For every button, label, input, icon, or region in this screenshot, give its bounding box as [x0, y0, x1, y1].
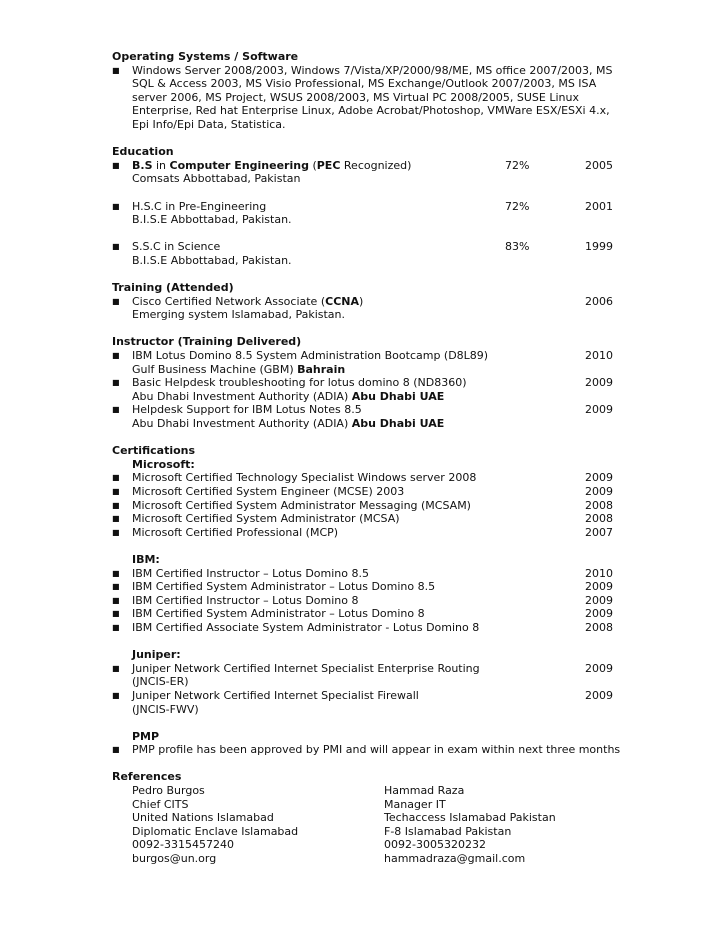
cert-code: (JNCIS-ER)	[132, 675, 189, 689]
instructor-item	[112, 349, 652, 363]
training-title: Cisco Certified Network Associate (CCNA)	[132, 294, 364, 308]
education-percent: 72%	[505, 199, 530, 213]
reference-email: burgos@un.org	[132, 852, 217, 866]
education-year: 2001	[585, 199, 613, 213]
cert-year: 2007	[585, 525, 613, 539]
education-percent: 72%	[505, 158, 530, 172]
instructor-title: Helpdesk Support for IBM Lotus Notes 8.5	[132, 403, 362, 417]
cert-title: Microsoft Certified System Administrator (MCSA)	[132, 512, 400, 526]
cert-year: 2008	[585, 620, 613, 634]
instructor-org: Abu Dhabi Investment Authority (ADIA) Abu Dhabi UAE	[132, 417, 445, 431]
cert-item	[112, 512, 652, 526]
cert-year: 2009	[585, 485, 613, 498]
reference-name: Pedro Burgos	[132, 784, 205, 798]
cert-group-juniper: Juniper:	[132, 648, 181, 662]
instructor-title: IBM Lotus Domino 8.5 System Administration Bootcamp (D8L89)	[132, 349, 489, 363]
reference-org: United Nations Islamabad	[132, 811, 274, 825]
education-institute: Comsats Abbottabad, Pakistan	[132, 172, 301, 186]
instructor-year: 2009	[585, 403, 613, 417]
bullet-icon: ■	[112, 663, 120, 673]
education-item	[112, 200, 652, 214]
instructor-org: Abu Dhabi Investment Authority (ADIA) Abu Dhabi UAE	[132, 389, 445, 403]
cert-title: Juniper Network Certified Internet Specialist Firewall	[132, 688, 419, 702]
reference-title: Manager IT	[384, 797, 446, 811]
os-software-line: Windows Server 2008/2003, Windows 7/Vista/XP/2000/98/ME, MS office 2007/2003, MS	[132, 63, 613, 77]
bullet-icon: ■	[112, 487, 120, 496]
education-degree: B.S in Computer Engineering (PEC Recognized)	[132, 158, 412, 172]
cert-year: 2008	[585, 512, 613, 526]
instructor-item	[112, 403, 652, 417]
cert-year: 2009	[585, 593, 613, 607]
cert-title: Microsoft Certified System Engineer (MCSE) 2003	[132, 485, 405, 498]
education-year: 2005	[585, 158, 613, 172]
cert-item	[112, 594, 652, 608]
cert-group-microsoft: Microsoft:	[132, 457, 195, 471]
cert-year: 2009	[585, 607, 613, 621]
bullet-icon: ■	[112, 568, 120, 578]
reference-email: hammadraza@gmail.com	[384, 852, 526, 866]
reference-address: Diplomatic Enclave Islamabad	[132, 824, 299, 838]
cert-title: IBM Certified System Administrator – Lotus Domino 8	[132, 607, 425, 621]
bullet-icon: ■	[112, 201, 120, 211]
bullet-icon: ■	[112, 296, 120, 306]
instructor-org: Gulf Business Machine (GBM) Bahrain	[132, 362, 346, 376]
cert-item	[112, 662, 652, 676]
education-degree: S.S.C in Science	[132, 240, 221, 254]
bullet-icon: ■	[112, 500, 120, 510]
os-software-line: Epi Info/Epi Data, Statistica.	[132, 117, 286, 131]
cert-title: PMP profile has been approved by PMI and will appear in exam within next three months	[132, 743, 621, 757]
cert-title: Microsoft Certified Technology Specialist Windows server 2008	[132, 471, 477, 485]
cert-title: IBM Certified System Administrator – Lotus Domino 8.5	[132, 580, 436, 594]
bullet-icon: ■	[112, 609, 120, 619]
cert-item	[112, 621, 652, 635]
education-percent: 83%	[505, 240, 530, 254]
cert-title: Microsoft Certified Professional (MCP)	[132, 525, 339, 539]
education-heading: Education	[112, 145, 174, 159]
os-software-line: server 2006, MS Project, WSUS 2008/2003, MS Virtual PC 2008/2005, SUSE Linux	[132, 90, 579, 104]
cert-item	[112, 499, 652, 513]
cert-item	[112, 567, 652, 581]
cert-item	[112, 607, 652, 621]
cert-title: IBM Certified Instructor – Lotus Domino 8	[132, 593, 359, 607]
reference-address: F-8 Islamabad Pakistan	[384, 824, 512, 838]
cert-title: IBM Certified Instructor – Lotus Domino 8.5	[132, 566, 369, 580]
reference-org: Techaccess Islamabad Pakistan	[384, 811, 556, 825]
bullet-icon: ■	[112, 65, 120, 75]
cert-year: 2009	[585, 661, 613, 675]
reference-phone: 0092-3005320232	[384, 838, 486, 852]
cert-item	[112, 471, 652, 485]
instructor-year: 2010	[585, 349, 613, 363]
reference-title: Chief CITS	[132, 797, 189, 811]
cert-code: (JNCIS-FWV)	[132, 702, 199, 716]
training-org: Emerging system Islamabad, Pakistan.	[132, 308, 346, 322]
training-heading: Training (Attended)	[112, 281, 234, 295]
bullet-icon: ■	[112, 160, 120, 170]
bullet-icon: ■	[112, 690, 120, 700]
training-item	[112, 295, 652, 309]
cert-year: 2008	[585, 498, 613, 512]
education-item	[112, 240, 652, 254]
bullet-icon: ■	[112, 582, 120, 592]
resume-page	[112, 50, 652, 866]
os-software-line: Enterprise, Red hat Enterprise Linux, Adobe Acrobat/Photoshop, VMWare ESX/ESXi 4.x,	[132, 104, 610, 118]
education-degree: H.S.C in Pre-Engineering	[132, 199, 267, 213]
education-institute: B.I.S.E Abbottabad, Pakistan.	[132, 213, 292, 227]
cert-title: IBM Certified Associate System Administrator - Lotus Domino 8	[132, 620, 480, 634]
cert-item	[112, 743, 652, 757]
bullet-icon: ■	[112, 242, 120, 252]
bullet-icon: ■	[112, 378, 120, 388]
instructor-heading: Instructor (Training Delivered)	[112, 335, 302, 349]
references-heading: References	[112, 770, 182, 784]
cert-item	[112, 485, 652, 499]
bullet-icon: ■	[112, 351, 120, 361]
bullet-icon: ■	[112, 527, 120, 537]
cert-item	[112, 689, 652, 703]
education-year: 1999	[585, 240, 613, 254]
cert-year: 2009	[585, 471, 613, 485]
cert-year: 2009	[585, 580, 613, 594]
bullet-icon: ■	[112, 405, 120, 415]
cert-title: Microsoft Certified System Administrator Messaging (MCSAM)	[132, 498, 471, 512]
instructor-title: Basic Helpdesk troubleshooting for lotus domino 8 (ND8360)	[132, 376, 467, 390]
cert-group-ibm: IBM:	[132, 552, 160, 566]
education-item	[112, 159, 652, 173]
training-year: 2006	[585, 294, 613, 308]
os-software-line: SQL & Access 2003, MS Visio Professional, MS Exchange/Outlook 2007/2003, MS ISA	[132, 77, 597, 91]
instructor-item	[112, 376, 652, 390]
certifications-heading: Certifications	[112, 444, 196, 458]
bullet-icon: ■	[112, 473, 120, 483]
cert-item	[112, 526, 652, 540]
cert-year: 2010	[585, 566, 613, 580]
education-institute: B.I.S.E Abbottabad, Pakistan.	[132, 253, 292, 267]
bullet-icon: ■	[112, 622, 120, 632]
cert-group-pmp: PMP	[132, 729, 160, 743]
cert-item	[112, 580, 652, 594]
bullet-icon: ■	[112, 745, 120, 755]
os-software-item	[112, 64, 652, 78]
os-software-heading: Operating Systems / Software	[112, 50, 299, 63]
reference-phone: 0092-3315457240	[132, 838, 234, 852]
bullet-icon: ■	[112, 595, 120, 605]
instructor-year: 2009	[585, 376, 613, 390]
cert-title: Juniper Network Certified Internet Specialist Enterprise Routing	[132, 661, 480, 675]
bullet-icon: ■	[112, 514, 120, 524]
cert-year: 2009	[585, 688, 613, 702]
reference-name: Hammad Raza	[384, 784, 465, 798]
